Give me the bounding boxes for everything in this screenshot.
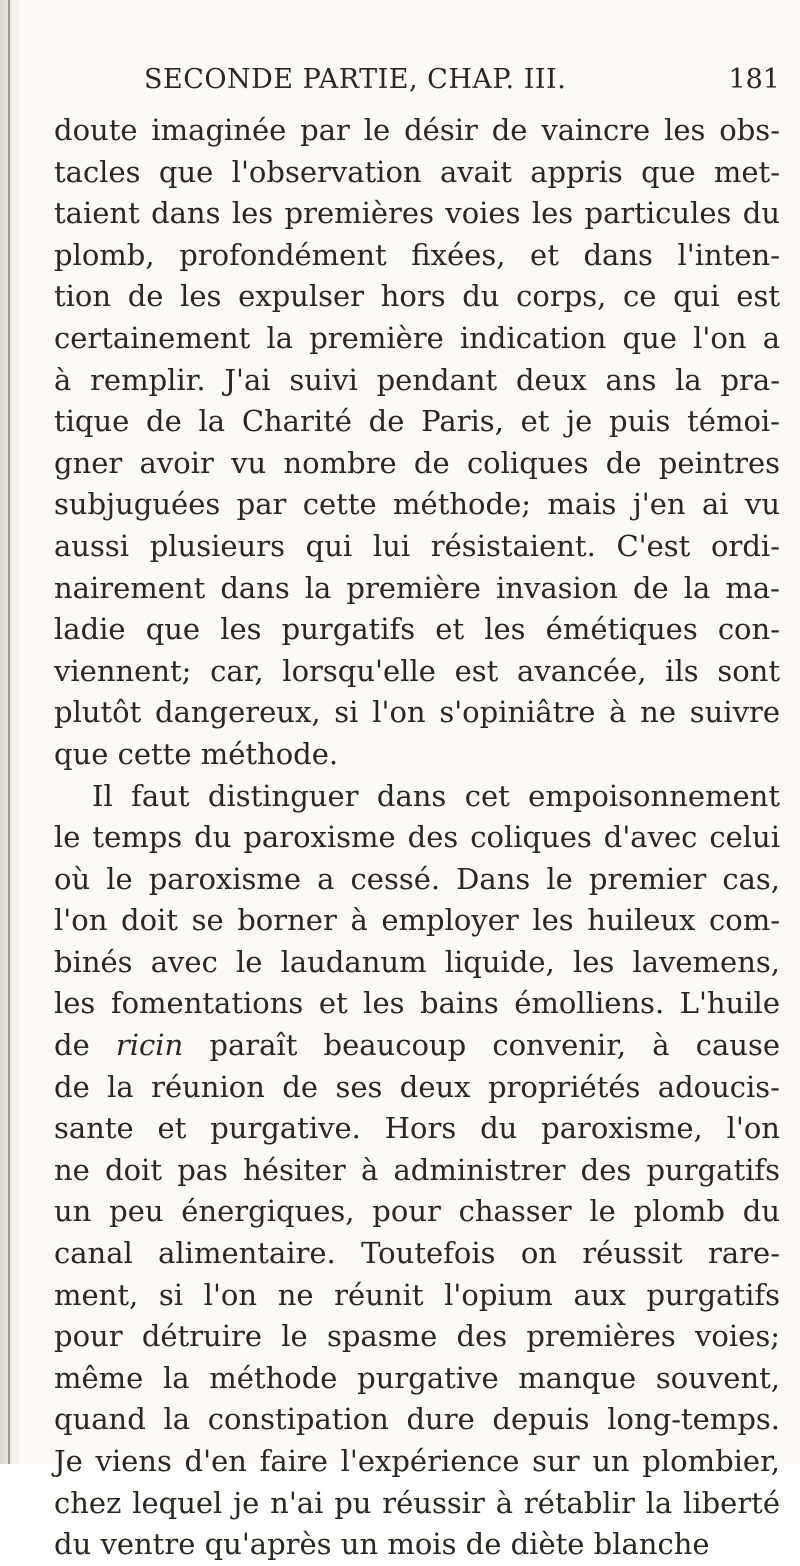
page-binding-edge (8, 0, 10, 1464)
text-line: même la méthode purgative manque souvent, (54, 1360, 780, 1395)
text-line: chez lequel je n'ai pu réussir à rétablir la liberté (54, 1485, 780, 1520)
text-line: un peu énergiques, pour chasser le plomb du (54, 1194, 780, 1229)
text-line: ladie que les purgatifs et les émétiques con- (54, 612, 780, 647)
text-line: subjuguées par cette méthode; mais j'en ai vu (54, 487, 780, 522)
text-line: l'on doit se borner à employer les huileux com- (54, 903, 780, 938)
text-line: ne doit pas hésiter à administrer des purgatifs (54, 1152, 780, 1187)
text-line: taient dans les premières voies les particules du (54, 196, 780, 231)
text-line: le temps du paroxisme des coliques d'avec celui (54, 820, 780, 855)
page-number: 181 (728, 64, 780, 95)
text-line: où le paroxisme a cessé. Dans le premier cas, (54, 861, 780, 896)
paragraph-end-line: que cette méthode. (54, 736, 339, 771)
text-line: ment, si l'on ne réunit l'opium aux purgatifs (54, 1277, 780, 1312)
paragraph-start-line: Il faut distinguer dans cet empoisonnement (92, 778, 780, 813)
text-line: plutôt dangereux, si l'on s'opiniâtre à ne suivre (54, 695, 780, 730)
text-line: de la réunion de ses deux propriétés adoucis- (54, 1069, 780, 1104)
text-line: les fomentations et les bains émolliens. L'huile (54, 986, 780, 1021)
text-line: à remplir. J'ai suivi pendant deux ans la pra- (54, 362, 780, 397)
running-header (40, 64, 780, 108)
text-line: aussi plusieurs qui lui résistaient. C'est ordi- (54, 528, 780, 563)
text-line: tique de la Charité de Paris, et je puis témoi- (54, 404, 780, 439)
text-line: certainement la première indication que l'on a (54, 320, 780, 355)
text-line-with-italic (54, 1025, 780, 1067)
text-line: gner avoir vu nombre de coliques de peintres (54, 445, 780, 480)
page-gutter-shadow (0, 0, 22, 1464)
text-line: Je viens d'en faire l'expérience sur un plombier, (54, 1444, 780, 1478)
text-line: canal alimentaire. Toutefois on réussit rare- (54, 1236, 780, 1271)
text-line: doute imaginée par le désir de vaincre les obs- (54, 113, 780, 147)
text-line: tion de les expulser hors du corps, ce qui est (54, 279, 780, 314)
body-text (54, 110, 780, 1566)
text-fragment: de (54, 1028, 90, 1063)
text-line: tacles que l'observation avait appris que met- (54, 154, 780, 189)
text-line: viennent; car, lorsqu'elle est avancée, ils sont (54, 653, 780, 688)
text-fragment: paraît beaucoup convenir, à cause (209, 1028, 780, 1063)
text-line: nairement dans la première invasion de la ma- (54, 570, 780, 605)
text-line: binés avec le laudanum liquide, les lavemens, (54, 944, 780, 979)
text-line: pour détruire le spasme des premières voies; (54, 1319, 780, 1354)
text-line: quand la constipation dure depuis long-temps. (54, 1402, 780, 1437)
running-title: SECONDE PARTIE, CHAP. III. (144, 64, 567, 95)
text-line: sante et purgative. Hors du paroxisme, l'on (54, 1111, 780, 1146)
text-line: du ventre qu'après un mois de diète blanche (54, 1527, 710, 1562)
italic-term: ricin (115, 1028, 184, 1063)
text-line: plomb, profondément fixées, et dans l'inten- (54, 237, 780, 272)
